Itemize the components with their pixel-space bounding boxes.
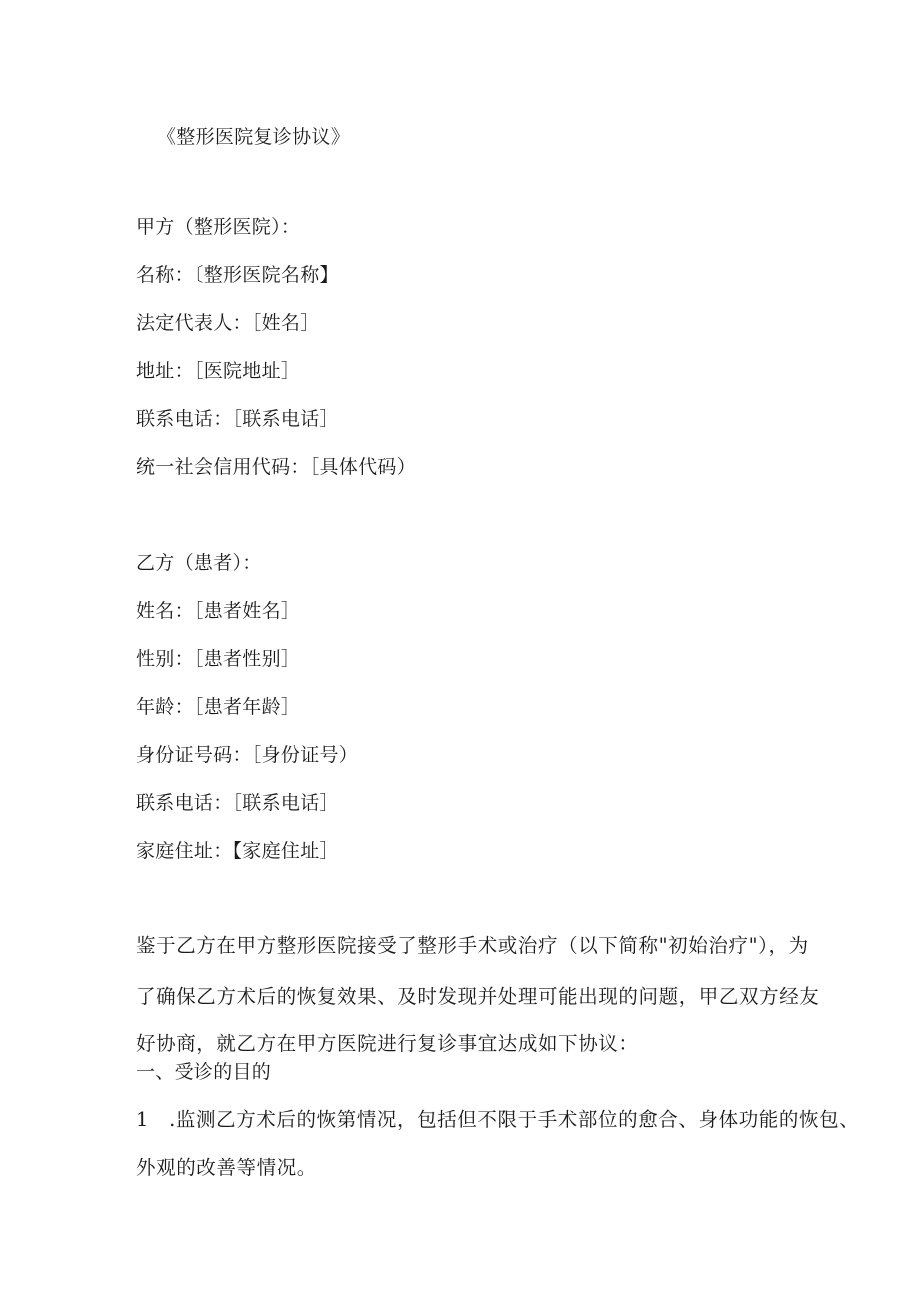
preamble-line-1: 鉴于乙方在甲方整形医院接受了整形手术或治疗（以下简称"初始治疗"），为 [136, 934, 809, 957]
section-1-item-1-line-1: 1 .监测乙方术后的恢第情况，包括但不限于手术部位的愈合、身体功能的恢包、 [136, 1108, 860, 1131]
document-title: 《整形医院复诊协议》 [157, 126, 351, 148]
preamble-line-2: 了确保乙方术后的恢复效果、及时发现并处理可能出现的问题，甲乙双方经友 [136, 985, 820, 1008]
party-a-phone: 联系电话：［联系电话］ [136, 408, 339, 430]
section-1-heading: 一、受诊的目的 [136, 1061, 272, 1083]
party-b-gender: 性别：［患者性别］ [136, 648, 301, 670]
party-b-heading: 乙方（患者）： [136, 552, 262, 574]
party-a-credit-code: 统一社会信用代码：［具体代码） [136, 456, 417, 478]
preamble-line-3: 好协商，就乙方在甲方医院进行复诊事宜达成如下协议： [136, 1032, 639, 1055]
party-b-home-address: 家庭住址：【家庭住址］ [136, 840, 339, 862]
party-b-age: 年龄：［患者年龄］ [136, 696, 301, 718]
party-a-address: 地址：［医院地址］ [136, 360, 301, 382]
party-b-id-number: 身份证号码：［身份证号） [136, 744, 359, 766]
party-a-legal-rep: 法定代表人：［姓名］ [136, 312, 320, 334]
party-b-phone: 联系电话：［联系电话］ [136, 792, 339, 814]
party-a-name: 名称：〔整形医院名称】 [136, 264, 339, 286]
party-b-name: 姓名：［患者姓名］ [136, 600, 301, 622]
party-a-heading: 甲方（整形医院）： [136, 216, 301, 238]
section-1-item-1-line-2: 外观的改善等情况。 [136, 1156, 317, 1179]
